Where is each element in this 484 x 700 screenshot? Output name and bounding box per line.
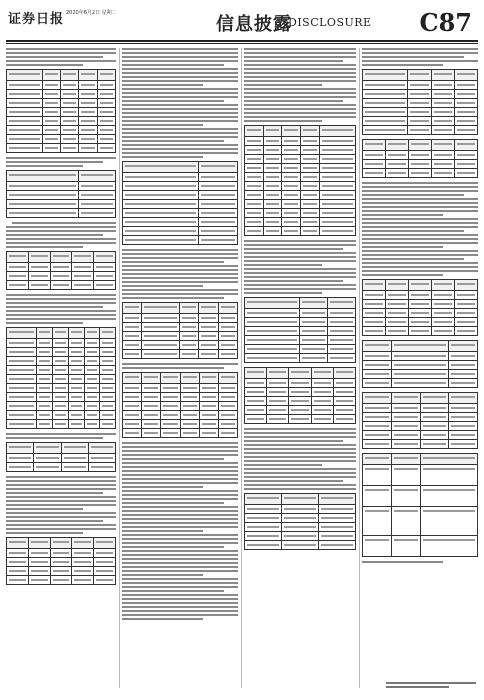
issue-meta: 2020年6月2日 星期二 xyxy=(66,10,117,16)
data-table xyxy=(362,392,478,449)
data-table xyxy=(122,302,238,359)
text-block xyxy=(6,222,116,248)
column-divider xyxy=(241,48,242,688)
column-4 xyxy=(362,48,478,688)
page-number: C87 xyxy=(419,8,472,37)
header-rule xyxy=(6,40,478,42)
section-title: 信息披露 xyxy=(216,14,292,35)
newspaper-logo: 证券日报 xyxy=(8,12,65,27)
data-table xyxy=(362,453,478,557)
data-table xyxy=(244,493,356,550)
text-block xyxy=(6,433,116,439)
data-table xyxy=(244,367,356,424)
data-table xyxy=(6,69,116,153)
data-table xyxy=(6,442,116,472)
section-subtitle: DISCLOSURE xyxy=(288,16,372,29)
column-1 xyxy=(6,48,116,688)
header-rule-thin xyxy=(6,43,478,44)
text-block xyxy=(6,48,116,66)
data-table xyxy=(362,139,478,178)
column-2 xyxy=(122,48,238,688)
text-block xyxy=(362,561,478,563)
data-table xyxy=(122,372,238,438)
column-divider xyxy=(119,48,120,688)
text-block xyxy=(244,428,356,490)
column-3 xyxy=(244,48,356,688)
data-table xyxy=(362,69,478,135)
data-table xyxy=(244,125,356,236)
text-block xyxy=(6,476,116,534)
data-table xyxy=(6,251,116,290)
data-table xyxy=(122,161,238,245)
data-table xyxy=(362,279,478,336)
text-block xyxy=(122,442,238,620)
data-table xyxy=(244,297,356,363)
text-block xyxy=(122,363,238,369)
text-block xyxy=(122,249,238,299)
text-block xyxy=(6,157,116,167)
text-block xyxy=(122,48,238,158)
footer-signature xyxy=(386,682,476,690)
text-block xyxy=(362,48,478,66)
column-divider xyxy=(359,48,360,688)
text-block xyxy=(244,240,356,294)
text-block xyxy=(6,294,116,324)
text-block xyxy=(362,182,478,276)
data-table xyxy=(362,340,478,388)
data-table xyxy=(6,327,116,429)
data-table xyxy=(6,170,116,218)
text-block xyxy=(244,48,356,122)
data-table xyxy=(6,537,116,585)
